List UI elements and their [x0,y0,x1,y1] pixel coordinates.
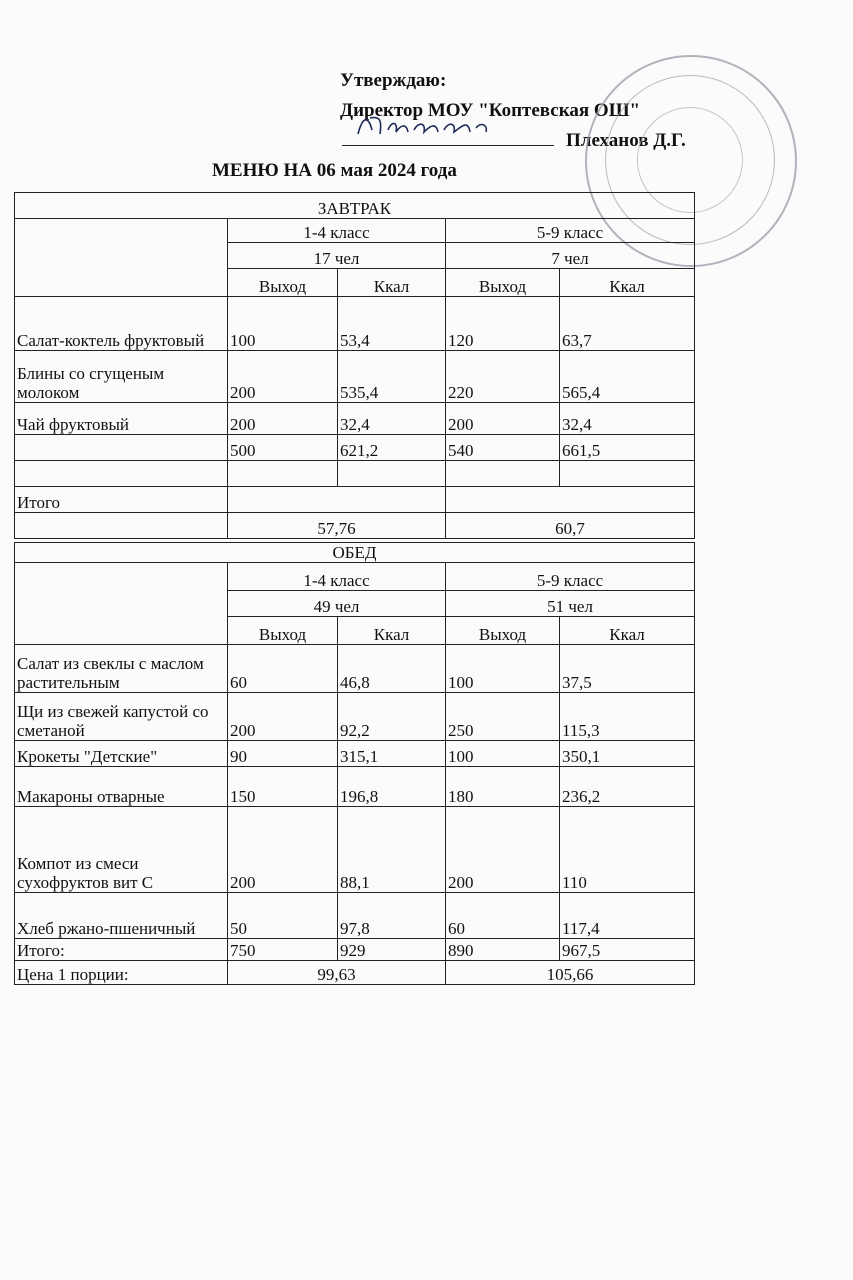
lunch-col-out-2: Выход [446,617,560,645]
cell-out-1: 100 [228,297,338,351]
cell-kcal-1: 92,2 [338,693,446,741]
cell-out-2: 120 [446,297,560,351]
cell-out-2: 100 [446,645,560,693]
breakfast-table [14,192,695,539]
table-row [15,693,695,741]
cell-out-1: 150 [228,767,338,807]
breakfast-corner-cell [15,219,228,297]
dish-name: Салат из свеклы с маслом растительным [15,645,228,693]
breakfast-people-1: 17 чел [228,243,446,269]
cell-kcal-1: 315,1 [338,741,446,767]
cell-out-1: 500 [228,435,338,461]
table-row [15,351,695,403]
cell-kcal-2: 565,4 [560,351,695,403]
cell-out-2: 250 [446,693,560,741]
cell-kcal-1: 196,8 [338,767,446,807]
lunch-total-label: Итого: [15,939,228,961]
cell-kcal-1: 32,4 [338,403,446,435]
breakfast-class-2: 5-9 класс [446,219,695,243]
lunch-people-2: 51 чел [446,591,695,617]
breakfast-col-out-2: Выход [446,269,560,297]
lunch-title: ОБЕД [15,543,695,563]
dish-name: Салат-коктель фруктовый [15,297,228,351]
cell-out-2: 180 [446,767,560,807]
dish-name: Щи из свежей капустой со сметаной [15,693,228,741]
cell-kcal-2: 661,5 [560,435,695,461]
cell-out-2: 540 [446,435,560,461]
dish-name: Макароны отварные [15,767,228,807]
table-row-total [15,939,695,961]
lunch-col-kcal-2: Ккал [560,617,695,645]
table-row [15,645,695,693]
cell-out-1: 90 [228,741,338,767]
lunch-total-kcal-1: 929 [338,939,446,961]
breakfast-title: ЗАВТРАК [15,193,695,219]
cell-kcal-2: 117,4 [560,893,695,939]
cell-kcal-1: 88,1 [338,807,446,893]
lunch-col-kcal-1: Ккал [338,617,446,645]
cell-out-2: 100 [446,741,560,767]
lunch-table [14,542,695,985]
breakfast-price-1: 57,76 [228,513,446,539]
breakfast-class-1: 1-4 класс [228,219,446,243]
cell-out-2: 220 [446,351,560,403]
cell-kcal-1: 53,4 [338,297,446,351]
table-row [15,403,695,435]
signature [352,108,512,144]
dish-name [15,435,228,461]
breakfast-col-out-1: Выход [228,269,338,297]
breakfast-people-2: 7 чел [446,243,695,269]
breakfast-col-kcal-2: Ккал [560,269,695,297]
dish-name: Компот из смеси сухофруктов вит С [15,807,228,893]
cell-out-1: 50 [228,893,338,939]
cell-kcal-1: 621,2 [338,435,446,461]
lunch-total-out-1: 750 [228,939,338,961]
cell-kcal-2: 32,4 [560,403,695,435]
breakfast-price-2: 60,7 [446,513,695,539]
cell-out-1: 200 [228,693,338,741]
cell-kcal-1: 46,8 [338,645,446,693]
approval-line-2: Директор МОУ "Коптевская ОШ" [340,100,641,121]
cell-kcal-2: 350,1 [560,741,695,767]
dish-name: Блины со сгущеным молоком [15,351,228,403]
lunch-price-1: 99,63 [228,961,446,985]
cell-out-2: 200 [446,807,560,893]
total-label: Итого [15,487,228,513]
cell-kcal-1: 97,8 [338,893,446,939]
cell-kcal-2: 63,7 [560,297,695,351]
signature-line [342,145,554,146]
table-row [15,807,695,893]
lunch-price-2: 105,66 [446,961,695,985]
dish-name: Крокеты "Детские" [15,741,228,767]
director-name: Плеханов Д.Г. [566,130,686,151]
dish-name: Хлеб ржано-пшеничный [15,893,228,939]
cell-kcal-1: 535,4 [338,351,446,403]
approval-line-1: Утверждаю: [340,70,447,91]
table-row [15,297,695,351]
cell-kcal-2: 37,5 [560,645,695,693]
lunch-col-out-1: Выход [228,617,338,645]
table-row-price [15,961,695,985]
cell-kcal-2: 115,3 [560,693,695,741]
cell-kcal-2: 236,2 [560,767,695,807]
cell-out-2: 200 [446,403,560,435]
lunch-corner-cell [15,563,228,645]
dish-name: Чай фруктовый [15,403,228,435]
table-row [15,487,695,513]
table-row [15,435,695,461]
cell-kcal-2: 110 [560,807,695,893]
lunch-people-1: 49 чел [228,591,446,617]
table-row [15,741,695,767]
cell-out-2: 60 [446,893,560,939]
table-row [15,893,695,939]
table-row [15,767,695,807]
cell-out-1: 60 [228,645,338,693]
table-row-empty [15,461,695,487]
lunch-total-kcal-2: 967,5 [560,939,695,961]
lunch-total-out-2: 890 [446,939,560,961]
cell-out-1: 200 [228,807,338,893]
breakfast-col-kcal-1: Ккал [338,269,446,297]
cell-out-1: 200 [228,351,338,403]
table-row [15,513,695,539]
lunch-price-label: Цена 1 порции: [15,961,228,985]
cell-out-1: 200 [228,403,338,435]
menu-title: МЕНЮ НА 06 мая 2024 года [212,160,457,181]
lunch-class-1: 1-4 класс [228,563,446,591]
lunch-class-2: 5-9 класс [446,563,695,591]
